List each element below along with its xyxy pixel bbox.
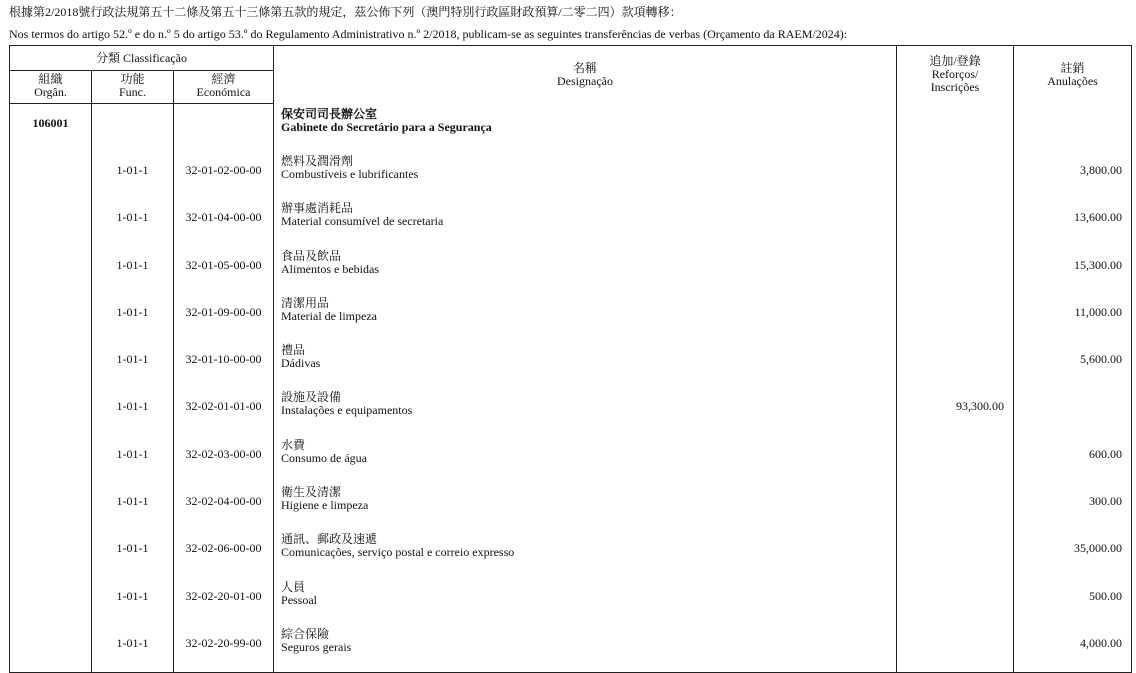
cancellation-amount: 5,600.00 [1014, 341, 1132, 388]
table-row [10, 578, 1132, 625]
organ-code: 106001 [10, 104, 92, 153]
func-code: 1-01-1 [92, 436, 174, 483]
reinforcement-amount [897, 247, 1014, 294]
designation-header [274, 46, 897, 104]
econ-header-zh: 經濟 [211, 72, 236, 86]
func-code: 1-01-1 [92, 530, 174, 577]
row-organ-empty [10, 247, 92, 294]
reinforcement-amount [897, 294, 1014, 341]
row-organ-empty [10, 341, 92, 388]
reinforcements-header-pt1: Reforços/ [931, 67, 979, 82]
designation-pt: Dádivas [281, 356, 321, 371]
designation-pt: Combustíveis e lubrificantes [281, 167, 419, 181]
organ-func-empty [92, 104, 174, 153]
designation-pt: Material de limpeza [281, 308, 377, 323]
table-row [10, 625, 1132, 673]
intro-text-pt: Nos termos do artigo 52.º e do n.º 5 do artigo 53.º do Regulamento Administrativo n.º 2/2018, publicam-se as seguintes transferências de verbas (Orçamento da RAEM/2024): [9, 27, 848, 41]
designation [274, 483, 897, 530]
cancellation-amount: 600.00 [1014, 436, 1132, 483]
econ-code: 32-02-20-01-00 [174, 578, 274, 625]
designation [274, 199, 897, 246]
reinforcements-header-pt2: Inscrições [930, 80, 980, 95]
cancellation-amount [1014, 388, 1132, 435]
designation-zh: 清潔用品 [281, 295, 330, 310]
func-code: 1-01-1 [92, 152, 174, 199]
row-organ-empty [10, 530, 92, 577]
cancellation-amount: 11,000.00 [1014, 294, 1132, 341]
row-organ-empty [10, 199, 92, 246]
designation-zh: 衛生及清潔 [281, 485, 342, 500]
reinforcement-amount [897, 483, 1014, 530]
func-code: 1-01-1 [92, 388, 174, 435]
row-organ-empty [10, 625, 92, 673]
designation-zh: 水費 [281, 437, 306, 452]
designation [274, 578, 897, 625]
table-row [10, 199, 1132, 246]
designation-zh: 辦事處消耗品 [281, 201, 354, 216]
designation [274, 152, 897, 199]
designation [274, 530, 897, 577]
reinforcements-header-zh: 追加/登錄 [929, 54, 981, 69]
organ-row [10, 104, 1132, 153]
econ-code: 32-02-01-01-00 [174, 388, 274, 435]
table-row [10, 152, 1132, 199]
table-row [10, 436, 1132, 483]
func-header [92, 71, 174, 104]
designation-zh: 食品及飲品 [281, 248, 342, 263]
reinforcements-header [897, 46, 1014, 104]
designation [274, 247, 897, 294]
table-row [10, 341, 1132, 388]
table-row [10, 388, 1132, 435]
organ-econ-empty [174, 104, 274, 153]
reinforcement-amount [897, 199, 1014, 246]
cancellations-header-zh: 註銷 [1060, 60, 1085, 75]
designation-pt: Instalações e equipamentos [281, 403, 413, 418]
func-code: 1-01-1 [92, 294, 174, 341]
designation-pt: Comunicações, serviço postal e correio expresso [281, 545, 515, 560]
econ-code: 32-02-04-00-00 [174, 483, 274, 530]
organ-header-zh: 組織 [38, 72, 63, 86]
func-code: 1-01-1 [92, 199, 174, 246]
func-code: 1-01-1 [92, 341, 174, 388]
row-organ-empty [10, 436, 92, 483]
reinforcement-amount [897, 530, 1014, 577]
row-organ-empty [10, 483, 92, 530]
table-row [10, 483, 1132, 530]
designation [274, 625, 897, 673]
designation-header-zh: 名稱 [573, 60, 598, 75]
row-organ-empty [10, 152, 92, 199]
organ-header [10, 71, 92, 104]
econ-code: 32-02-20-99-00 [174, 625, 274, 673]
econ-code: 32-01-05-00-00 [174, 247, 274, 294]
cancellation-amount: 300.00 [1014, 483, 1132, 530]
designation-pt: Higiene e limpeza [281, 498, 369, 513]
designation-pt: Consumo de água [281, 450, 368, 465]
classification-header: 分類 Classificação [10, 46, 274, 71]
designation-zh: 綜合保險 [281, 626, 330, 641]
designation-zh: 燃料及潤滑劑 [281, 154, 354, 168]
organ-header-pt: Orgân. [34, 85, 67, 99]
designation-pt: Seguros gerais [281, 639, 352, 654]
designation [274, 294, 897, 341]
cancellations-header-pt: Anulações [1047, 73, 1098, 88]
designation-pt: Pessoal [281, 592, 318, 607]
row-organ-empty [10, 388, 92, 435]
organ-anul-empty [1014, 104, 1132, 153]
reinforcement-amount: 93,300.00 [897, 388, 1014, 435]
cancellation-amount: 13,600.00 [1014, 199, 1132, 246]
econ-code: 32-02-06-00-00 [174, 530, 274, 577]
intro-text-zh: 根據第2/2018號行政法規第五十二條及第五十三條第五款的規定，茲公佈下列（澳門特別行政區財政預算/二零二四）款項轉移： [9, 5, 682, 19]
organ-name-pt: Gabinete do Secretário para a Segurança [281, 119, 492, 134]
organ-name [274, 104, 897, 153]
cancellations-header [1014, 46, 1132, 104]
designation-header-pt: Designação [557, 73, 613, 88]
econ-header-pt: Económica [196, 85, 251, 99]
designation-zh: 設施及設備 [281, 390, 342, 405]
reinforcement-amount [897, 436, 1014, 483]
func-code: 1-01-1 [92, 625, 174, 673]
designation-zh: 通訊、郵政及速遞 [281, 532, 378, 547]
row-organ-empty [10, 294, 92, 341]
func-header-pt: Func. [119, 85, 146, 99]
econ-code: 32-01-10-00-00 [174, 341, 274, 388]
func-code: 1-01-1 [92, 247, 174, 294]
table-row [10, 247, 1132, 294]
designation [274, 436, 897, 483]
organ-ref-empty [897, 104, 1014, 153]
cancellation-amount: 3,800.00 [1014, 152, 1132, 199]
cancellation-amount: 500.00 [1014, 578, 1132, 625]
econ-header [174, 71, 274, 104]
econ-code: 32-02-03-00-00 [174, 436, 274, 483]
econ-code: 32-01-04-00-00 [174, 199, 274, 246]
cancellation-amount: 35,000.00 [1014, 530, 1132, 577]
designation-zh: 禮品 [281, 343, 306, 358]
func-code: 1-01-1 [92, 578, 174, 625]
cancellation-amount: 4,000.00 [1014, 625, 1132, 673]
reinforcement-amount [897, 341, 1014, 388]
row-organ-empty [10, 578, 92, 625]
designation [274, 388, 897, 435]
organ-name-zh: 保安司司長辦公室 [281, 106, 378, 121]
cancellation-amount: 15,300.00 [1014, 247, 1132, 294]
designation [274, 341, 897, 388]
designation-pt: Material consumível de secretaria [281, 214, 444, 229]
reinforcement-amount [897, 152, 1014, 199]
table-row [10, 294, 1132, 341]
econ-code: 32-01-02-00-00 [174, 152, 274, 199]
econ-code: 32-01-09-00-00 [174, 294, 274, 341]
designation-pt: Alimentos e bebidas [281, 261, 379, 276]
reinforcement-amount [897, 625, 1014, 673]
func-code: 1-01-1 [92, 483, 174, 530]
table-row [10, 530, 1132, 577]
reinforcement-amount [897, 578, 1014, 625]
budget-transfer-table [9, 45, 1132, 673]
designation-zh: 人員 [281, 579, 306, 594]
func-header-zh: 功能 [120, 72, 145, 86]
